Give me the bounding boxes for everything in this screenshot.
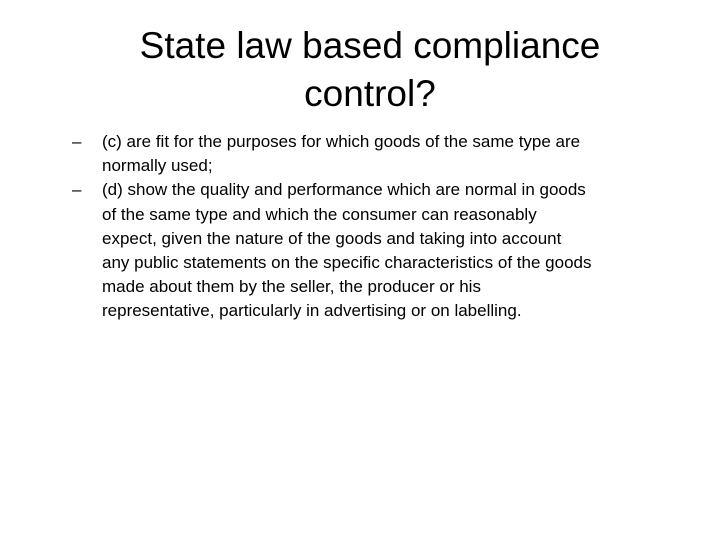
bullet-item-d — [72, 178, 690, 323]
bullet-text-line: made about them by the seller, the producer or his — [102, 277, 481, 297]
bullet-text-line: (c) are fit for the purposes for which goods of the same type are — [102, 132, 581, 151]
bullet-list — [72, 130, 690, 324]
bullet-text-line: of the same type and which the consumer can reasonably — [102, 204, 537, 224]
bullet-dash: – — [72, 180, 82, 200]
bullet-text-line: expect, given the nature of the goods and taking into account — [102, 228, 562, 248]
bullet-text-line: normally used; — [102, 156, 213, 176]
bullet-text-line: any public statements on the specific characteristics of the goods — [102, 253, 592, 273]
slide-title — [60, 22, 680, 118]
bullet-item-c — [72, 130, 690, 178]
bullet-dash: – — [72, 132, 82, 151]
slide-title-line: control? — [304, 73, 436, 114]
slide-title-line: State law based compliance — [139, 25, 601, 66]
bullet-text-line: (d) show the quality and performance which are normal in goods — [102, 180, 586, 200]
bullet-text-line: representative, particularly in advertising or on labelling. — [102, 301, 522, 321]
